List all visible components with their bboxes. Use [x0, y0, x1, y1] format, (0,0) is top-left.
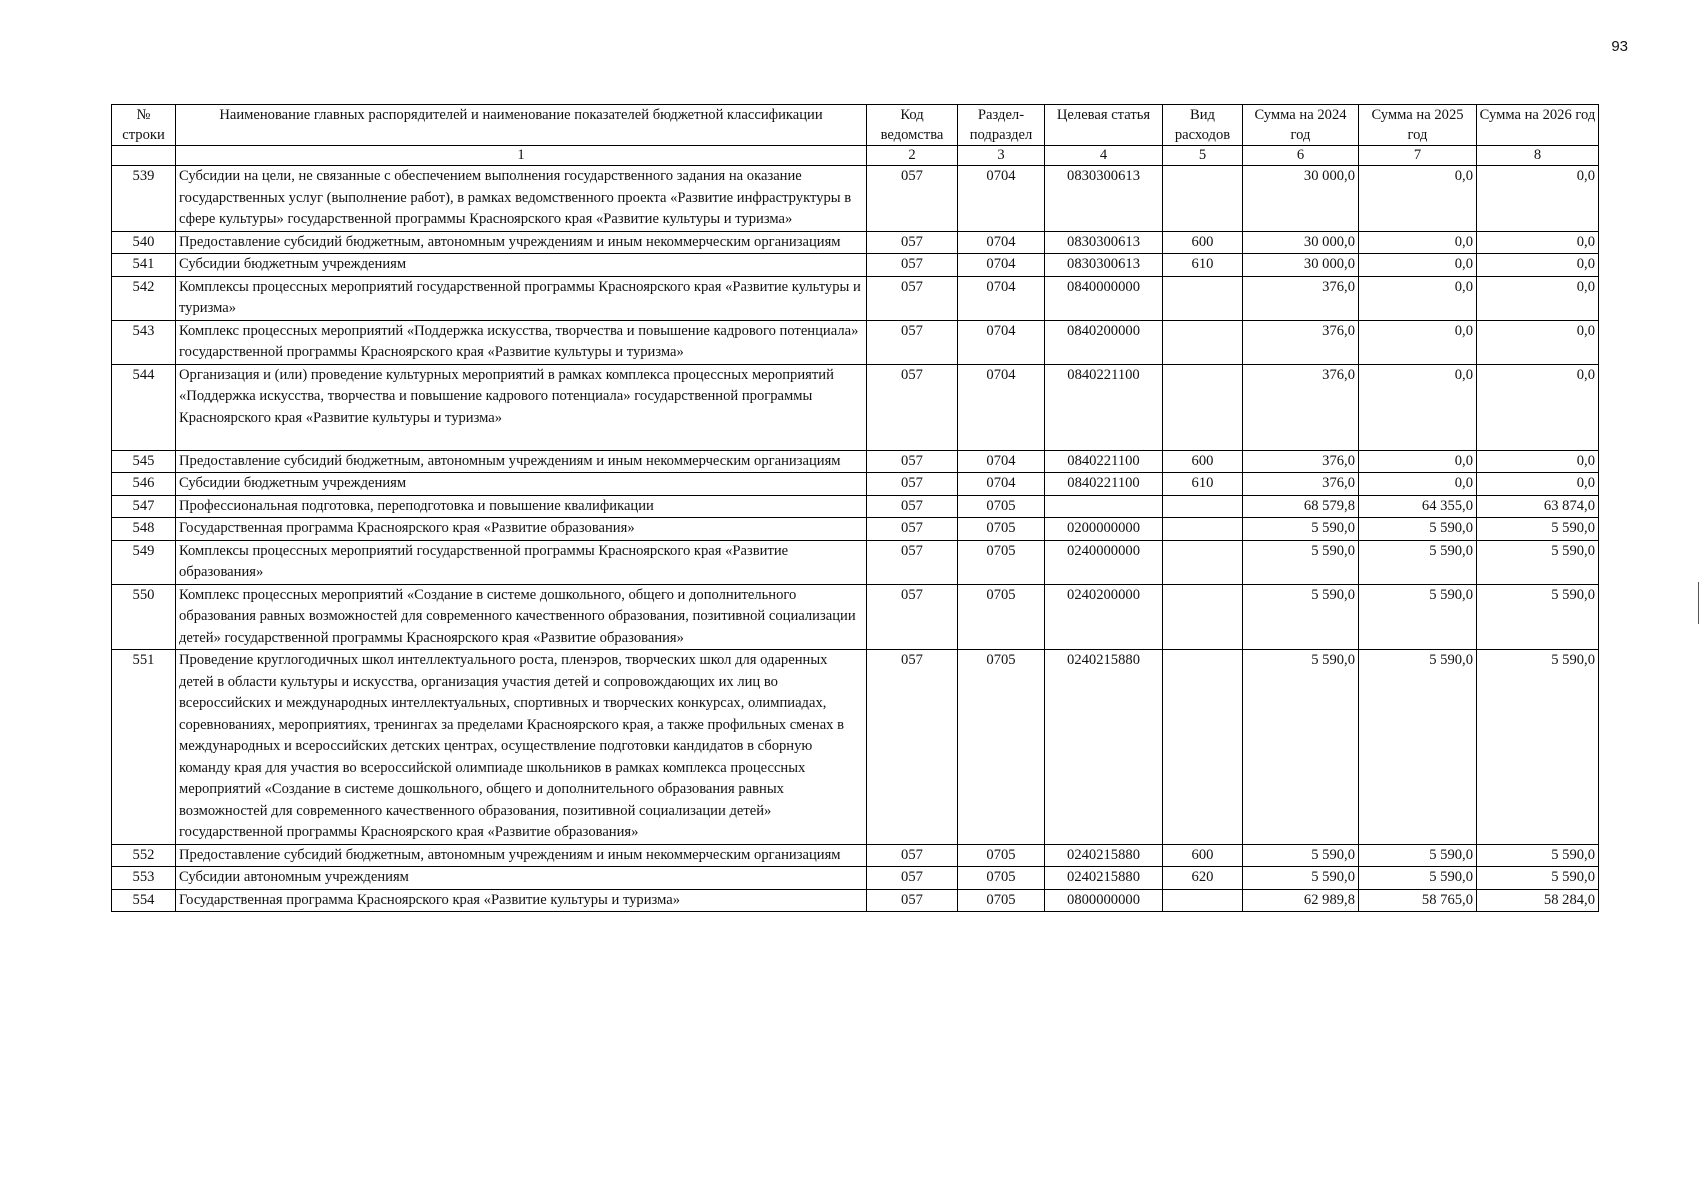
column-number: 1 — [176, 146, 867, 166]
section-code: 0705 — [958, 844, 1045, 867]
table-row — [112, 867, 1599, 890]
expense-type — [1163, 364, 1243, 450]
department-code: 057 — [867, 867, 958, 890]
department-code: 057 — [867, 320, 958, 364]
row-number: 539 — [112, 166, 176, 232]
table-row — [112, 889, 1599, 912]
row-number: 548 — [112, 518, 176, 541]
section-code: 0704 — [958, 254, 1045, 277]
row-name: Субсидии на цели, не связанные с обеспечением выполнения государственного задания на оказание государственных услуг (выполнение работ), в рамках ведомственного проекта «Развитие инфраструктуры в сфере культуры» государственной программы Красноярского края «Развитие культуры и туризма» — [176, 166, 867, 232]
row-name: Государственная программа Красноярского края «Развитие образования» — [176, 518, 867, 541]
department-code: 057 — [867, 450, 958, 473]
sum-2024: 30 000,0 — [1243, 166, 1359, 232]
table-row — [112, 844, 1599, 867]
column-number: 7 — [1359, 146, 1477, 166]
sum-2026: 0,0 — [1477, 254, 1599, 277]
table-row — [112, 276, 1599, 320]
sum-2025: 0,0 — [1359, 320, 1477, 364]
sum-2025: 58 765,0 — [1359, 889, 1477, 912]
table-row — [112, 231, 1599, 254]
sum-2025: 5 590,0 — [1359, 518, 1477, 541]
sum-2024: 62 989,8 — [1243, 889, 1359, 912]
scan-edge-mark — [1698, 582, 1699, 624]
column-number: 2 — [867, 146, 958, 166]
sum-2026: 5 590,0 — [1477, 867, 1599, 890]
row-number: 551 — [112, 650, 176, 845]
sum-2025: 5 590,0 — [1359, 540, 1477, 584]
table-row — [112, 650, 1599, 845]
row-number: 546 — [112, 473, 176, 496]
sum-2026: 0,0 — [1477, 166, 1599, 232]
sum-2025: 0,0 — [1359, 254, 1477, 277]
sum-2025: 5 590,0 — [1359, 650, 1477, 845]
table-row — [112, 450, 1599, 473]
row-name: Комплексы процессных мероприятий государственной программы Красноярского края «Развитие образования» — [176, 540, 867, 584]
department-code: 057 — [867, 166, 958, 232]
target-article: 0830300613 — [1045, 231, 1163, 254]
row-name: Предоставление субсидий бюджетным, автономным учреждениям и иным некоммерческим организациям — [176, 231, 867, 254]
section-code: 0705 — [958, 540, 1045, 584]
department-code: 057 — [867, 473, 958, 496]
section-code: 0705 — [958, 518, 1045, 541]
section-code: 0705 — [958, 495, 1045, 518]
sum-2024: 5 590,0 — [1243, 867, 1359, 890]
expense-type — [1163, 495, 1243, 518]
table-row — [112, 518, 1599, 541]
row-name: Предоставление субсидий бюджетным, автономным учреждениям и иным некоммерческим организациям — [176, 450, 867, 473]
sum-2024: 5 590,0 — [1243, 584, 1359, 650]
section-code: 0704 — [958, 473, 1045, 496]
row-name: Субсидии бюджетным учреждениям — [176, 473, 867, 496]
section-code: 0704 — [958, 364, 1045, 450]
sum-2026: 0,0 — [1477, 473, 1599, 496]
table-row — [112, 540, 1599, 584]
row-number: 541 — [112, 254, 176, 277]
row-number: 552 — [112, 844, 176, 867]
department-code: 057 — [867, 518, 958, 541]
row-name: Государственная программа Красноярского края «Развитие культуры и туризма» — [176, 889, 867, 912]
target-article: 0840000000 — [1045, 276, 1163, 320]
section-code: 0705 — [958, 889, 1045, 912]
department-code: 057 — [867, 364, 958, 450]
sum-2024: 376,0 — [1243, 364, 1359, 450]
sum-2026: 5 590,0 — [1477, 650, 1599, 845]
row-number: 554 — [112, 889, 176, 912]
sum-2026: 0,0 — [1477, 364, 1599, 450]
header-sum-2026: Сумма на 2026 год — [1477, 105, 1599, 146]
expense-type — [1163, 320, 1243, 364]
column-number: 3 — [958, 146, 1045, 166]
expense-type — [1163, 540, 1243, 584]
column-number: 6 — [1243, 146, 1359, 166]
sum-2025: 0,0 — [1359, 276, 1477, 320]
row-number: 540 — [112, 231, 176, 254]
table-row — [112, 495, 1599, 518]
row-number: 542 — [112, 276, 176, 320]
sum-2024: 376,0 — [1243, 473, 1359, 496]
sum-2026: 58 284,0 — [1477, 889, 1599, 912]
sum-2025: 0,0 — [1359, 231, 1477, 254]
budget-table — [111, 104, 1599, 912]
sum-2024: 376,0 — [1243, 450, 1359, 473]
sum-2024: 68 579,8 — [1243, 495, 1359, 518]
column-number-row — [112, 146, 1599, 166]
sum-2026: 5 590,0 — [1477, 844, 1599, 867]
column-number: 8 — [1477, 146, 1599, 166]
expense-type — [1163, 166, 1243, 232]
target-article: 0800000000 — [1045, 889, 1163, 912]
sum-2024: 5 590,0 — [1243, 518, 1359, 541]
sum-2025: 64 355,0 — [1359, 495, 1477, 518]
expense-type — [1163, 518, 1243, 541]
sum-2025: 5 590,0 — [1359, 584, 1477, 650]
sum-2026: 0,0 — [1477, 450, 1599, 473]
row-name: Проведение круглогодичных школ интеллектуального роста, пленэров, творческих школ для одаренных детей в области культуры и искусства, организация участия детей и сопровождающих их лиц во всероссийских и международных интеллектуальных, спортивных и творческих конкурсах, олимпиадах, соревнованиях, мероприятиях, тренингах за пределами Красноярского края, а также профильных сменах в международных и всероссийских детских центрах, осуществление подготовки кандидатов в сборную команду края для участия во всероссийской олимпиаде школьников в рамках комплекса процессных мероприятий «Создание в системе дошкольного, общего и дополнительного образования равных возможностей для современного качественного образования, позитивной социализации детей» государственной программы Красноярского края «Развитие образования» — [176, 650, 867, 845]
sum-2024: 30 000,0 — [1243, 231, 1359, 254]
row-number: 545 — [112, 450, 176, 473]
section-code: 0704 — [958, 166, 1045, 232]
sum-2025: 0,0 — [1359, 364, 1477, 450]
expense-type: 600 — [1163, 231, 1243, 254]
row-number: 549 — [112, 540, 176, 584]
column-number: 4 — [1045, 146, 1163, 166]
row-number: 550 — [112, 584, 176, 650]
table-header-row — [112, 105, 1599, 146]
table-row — [112, 166, 1599, 232]
expense-type — [1163, 584, 1243, 650]
row-number: 544 — [112, 364, 176, 450]
department-code: 057 — [867, 889, 958, 912]
row-name: Субсидии бюджетным учреждениям — [176, 254, 867, 277]
target-article: 0840221100 — [1045, 450, 1163, 473]
header-row-number: № строки — [112, 105, 176, 146]
section-code: 0704 — [958, 231, 1045, 254]
section-code: 0704 — [958, 320, 1045, 364]
target-article: 0840221100 — [1045, 473, 1163, 496]
expense-type — [1163, 276, 1243, 320]
target-article: 0200000000 — [1045, 518, 1163, 541]
row-name: Организация и (или) проведение культурных мероприятий в рамках комплекса процессных мероприятий «Поддержка искусства, творчества и повышение кадрового потенциала» государственной программы Красноярского края «Развитие культуры и туризма» — [176, 364, 867, 450]
sum-2024: 5 590,0 — [1243, 540, 1359, 584]
target-article: 0840200000 — [1045, 320, 1163, 364]
header-expense-type: Вид расходов — [1163, 105, 1243, 146]
expense-type: 600 — [1163, 844, 1243, 867]
target-article: 0240215880 — [1045, 867, 1163, 890]
target-article — [1045, 495, 1163, 518]
sum-2025: 0,0 — [1359, 166, 1477, 232]
sum-2024: 5 590,0 — [1243, 650, 1359, 845]
expense-type: 610 — [1163, 473, 1243, 496]
section-code: 0704 — [958, 450, 1045, 473]
section-code: 0704 — [958, 276, 1045, 320]
expense-type: 610 — [1163, 254, 1243, 277]
sum-2024: 376,0 — [1243, 276, 1359, 320]
table-row — [112, 320, 1599, 364]
sum-2024: 30 000,0 — [1243, 254, 1359, 277]
sum-2024: 376,0 — [1243, 320, 1359, 364]
sum-2025: 0,0 — [1359, 450, 1477, 473]
expense-type — [1163, 650, 1243, 845]
department-code: 057 — [867, 254, 958, 277]
sum-2025: 0,0 — [1359, 473, 1477, 496]
expense-type — [1163, 889, 1243, 912]
row-number: 543 — [112, 320, 176, 364]
row-name: Предоставление субсидий бюджетным, автономным учреждениям и иным некоммерческим организациям — [176, 844, 867, 867]
sum-2026: 5 590,0 — [1477, 584, 1599, 650]
section-code: 0705 — [958, 584, 1045, 650]
table-row — [112, 364, 1599, 450]
section-code: 0705 — [958, 867, 1045, 890]
expense-type: 600 — [1163, 450, 1243, 473]
row-name: Профессиональная подготовка, переподготовка и повышение квалификации — [176, 495, 867, 518]
department-code: 057 — [867, 276, 958, 320]
table-row — [112, 473, 1599, 496]
table-row — [112, 584, 1599, 650]
department-code: 057 — [867, 844, 958, 867]
department-code: 057 — [867, 231, 958, 254]
department-code: 057 — [867, 650, 958, 845]
sum-2024: 5 590,0 — [1243, 844, 1359, 867]
column-number — [112, 146, 176, 166]
sum-2026: 0,0 — [1477, 276, 1599, 320]
sum-2026: 5 590,0 — [1477, 540, 1599, 584]
sum-2026: 63 874,0 — [1477, 495, 1599, 518]
page-number: 93 — [1611, 38, 1628, 55]
target-article: 0240200000 — [1045, 584, 1163, 650]
header-sum-2025: Сумма на 2025 год — [1359, 105, 1477, 146]
sum-2025: 5 590,0 — [1359, 867, 1477, 890]
header-name: Наименование главных распорядителей и наименование показателей бюджетной классификации — [176, 105, 867, 146]
department-code: 057 — [867, 495, 958, 518]
sum-2026: 0,0 — [1477, 320, 1599, 364]
target-article: 0240215880 — [1045, 650, 1163, 845]
table-row — [112, 254, 1599, 277]
header-sum-2024: Сумма на 2024 год — [1243, 105, 1359, 146]
department-code: 057 — [867, 584, 958, 650]
target-article: 0830300613 — [1045, 254, 1163, 277]
target-article: 0830300613 — [1045, 166, 1163, 232]
column-number: 5 — [1163, 146, 1243, 166]
header-section: Раздел-подраздел — [958, 105, 1045, 146]
expense-type: 620 — [1163, 867, 1243, 890]
row-number: 547 — [112, 495, 176, 518]
sum-2025: 5 590,0 — [1359, 844, 1477, 867]
row-number: 553 — [112, 867, 176, 890]
department-code: 057 — [867, 540, 958, 584]
sum-2026: 0,0 — [1477, 231, 1599, 254]
row-name: Комплексы процессных мероприятий государственной программы Красноярского края «Развитие культуры и туризма» — [176, 276, 867, 320]
header-target-article: Целевая статья — [1045, 105, 1163, 146]
row-name: Комплекс процессных мероприятий «Поддержка искусства, творчества и повышение кадрового потенциала» государственной программы Красноярского края «Развитие культуры и туризма» — [176, 320, 867, 364]
row-name: Комплекс процессных мероприятий «Создание в системе дошкольного, общего и дополнительного образования равных возможностей для современного качественного образования, позитивной социализации детей» государственной программы Красноярского края «Развитие образования» — [176, 584, 867, 650]
header-department-code: Код ведомства — [867, 105, 958, 146]
section-code: 0705 — [958, 650, 1045, 845]
target-article: 0840221100 — [1045, 364, 1163, 450]
target-article: 0240215880 — [1045, 844, 1163, 867]
row-name: Субсидии автономным учреждениям — [176, 867, 867, 890]
sum-2026: 5 590,0 — [1477, 518, 1599, 541]
target-article: 0240000000 — [1045, 540, 1163, 584]
